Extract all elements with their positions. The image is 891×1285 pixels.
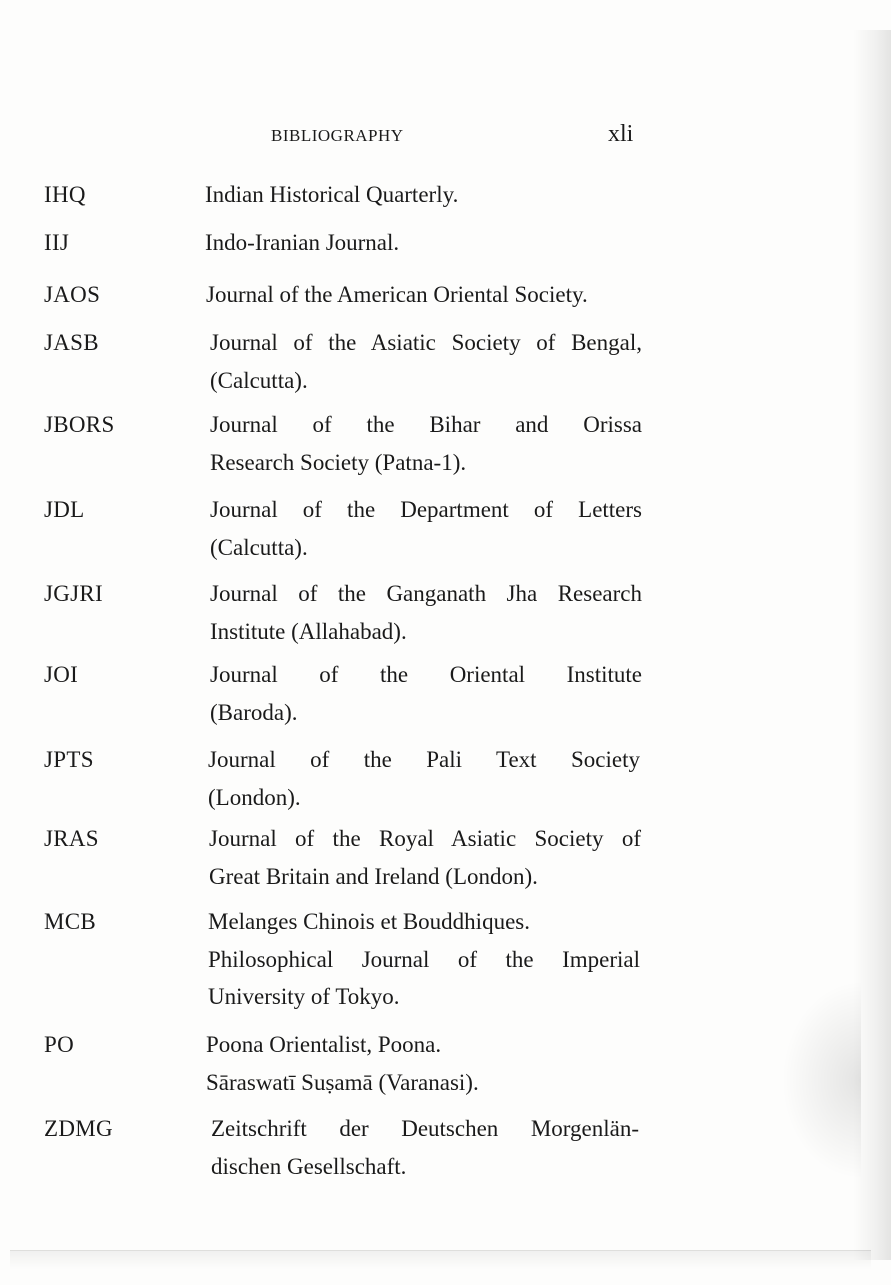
entry-abbreviation: JRAS: [44, 826, 99, 851]
entry-line: dischen Gesellschaft.: [211, 1153, 407, 1179]
entry-line: Indo-Iranian Journal.: [205, 230, 400, 255]
entry-abbreviation: JDL: [44, 497, 85, 522]
entry-line: Journal of the Ganganath Jha Research: [210, 581, 642, 606]
entry-description: [211, 1110, 639, 1185]
entry-line: Institute (Allahabad).: [210, 618, 407, 644]
entry-description: [210, 324, 642, 399]
entry-description: [208, 903, 640, 1016]
entry-abbreviation: JBORS: [44, 412, 115, 437]
entry-line: Sāraswatī Suṣamā (Varanasi).: [206, 1069, 479, 1095]
page-header: [0, 122, 891, 152]
entry-line: Journal of the Bihar and Orissa: [210, 412, 642, 437]
entry-description: [205, 224, 637, 262]
entry-line: Journal of the Royal Asiatic Society of: [209, 826, 641, 851]
entry-line: Philosophical Journal of the Imperial: [208, 946, 640, 972]
entry-line: Great Britain and Ireland (London).: [209, 863, 538, 889]
entry-description: [210, 575, 642, 650]
entry-abbreviation: PO: [44, 1032, 75, 1057]
entry-line: Indian Historical Quarterly.: [205, 182, 459, 207]
entry-description: [210, 656, 642, 731]
entry-line: Journal of the Department of Letters: [210, 497, 642, 522]
entry-abbreviation: JPTS: [44, 747, 94, 772]
entry-description: [210, 491, 642, 566]
entry-line: Research Society (Patna-1).: [210, 449, 467, 475]
entry-line: Zeitschrift der Deutschen Morgenlän-: [211, 1116, 639, 1141]
entry-line: University of Tokyo.: [208, 984, 400, 1009]
entry-description: [208, 741, 640, 816]
entry-description: [205, 176, 637, 214]
entry-description: [210, 406, 642, 481]
entry-abbreviation: MCB: [44, 909, 97, 934]
entry-line: (Baroda).: [210, 699, 298, 725]
entry-line: Journal of the American Oriental Society.: [206, 282, 588, 307]
entry-line: (London).: [208, 784, 301, 810]
entry-line: Journal of the Asiatic Society of Bengal,: [210, 330, 642, 355]
entry-line: Poona Orientalist, Poona.: [206, 1032, 442, 1057]
entry-line: (Calcutta).: [210, 367, 308, 393]
running-title: BIBLIOGRAPHY: [271, 126, 404, 145]
entry-abbreviation: IHQ: [44, 182, 86, 207]
entry-description: [209, 820, 641, 895]
entry-abbreviation: JGJRI: [44, 581, 104, 606]
entry-line: (Calcutta).: [210, 534, 308, 560]
entry-description: [206, 1026, 638, 1101]
page-number: xli: [608, 121, 634, 147]
entry-abbreviation: ZDMG: [44, 1116, 113, 1141]
page-bottom-edge: [10, 1250, 871, 1269]
entry-abbreviation: IIJ: [44, 230, 70, 255]
entry-abbreviation: JAOS: [44, 282, 101, 307]
entry-abbreviation: JASB: [44, 330, 99, 355]
entry-abbreviation: JOI: [44, 662, 79, 687]
entry-line: Journal of the Pali Text Society: [208, 747, 640, 772]
entry-line: Journal of the Oriental Institute: [210, 662, 642, 687]
entry-description: [206, 276, 638, 314]
page-edge-shadow: [781, 980, 861, 1180]
entry-line: Melanges Chinois et Bouddhiques.: [208, 909, 530, 934]
